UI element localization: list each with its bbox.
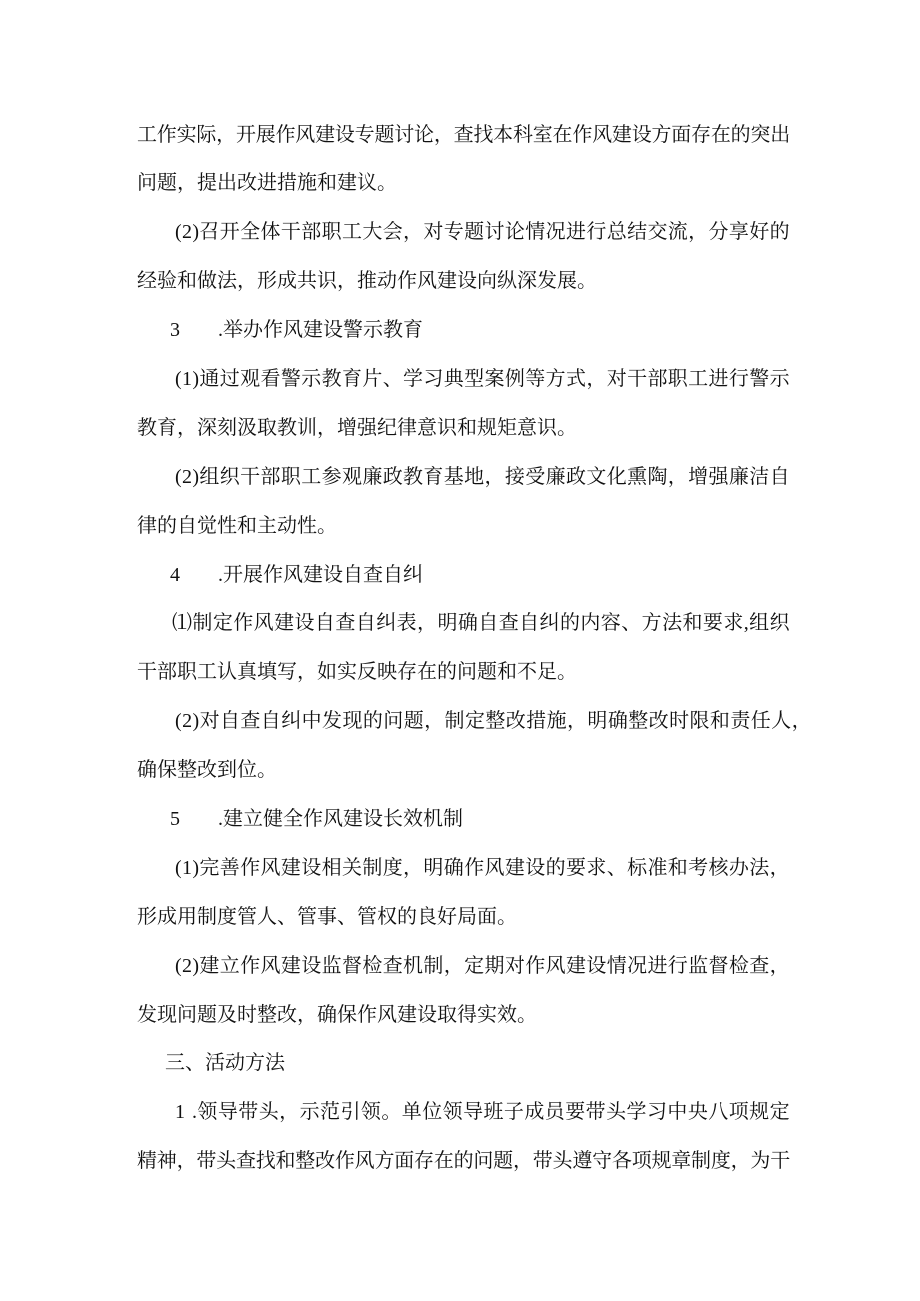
- item-heading: [0, 795, 920, 844]
- line-text: (2)建立作风建设监督检查机制，定期对作风建设情况进行监督检查，: [175, 954, 790, 977]
- line-text: (2)召开全体干部职工大会，对专题讨论情况进行总结交流，分享好的: [175, 221, 790, 244]
- section-heading-text: 三、活动方法: [165, 1052, 285, 1075]
- item-title: .举办作风建设警示教育: [218, 319, 423, 342]
- paragraph-line: [137, 111, 790, 160]
- paragraph: [0, 1088, 920, 1186]
- paragraph: [0, 697, 920, 795]
- paragraph: [0, 599, 920, 697]
- line-text: 形成用制度管人、管事、管权的良好局面。: [137, 905, 517, 928]
- paragraph-line: [175, 942, 790, 991]
- line-text: 发现问题及时整改，确保作风建设取得实效。: [137, 1003, 537, 1026]
- paragraph-line: [137, 746, 790, 795]
- line-text: (2)组织干部职工参观廉政教育基地，接受廉政文化熏陶，增强廉洁自: [175, 465, 790, 488]
- line-text: (1)完善作风建设相关制度，明确作风建设的要求、标准和考核办法，: [175, 856, 790, 879]
- item-heading: [0, 551, 920, 600]
- line-text: 经验和做法，形成共识，推动作风建设向纵深发展。: [137, 270, 597, 293]
- line-text: 工作实际，开展作风建设专题讨论，查找本科室在作风建设方面存在的突出: [137, 123, 790, 146]
- paragraph-line: [137, 159, 790, 208]
- paragraph: [0, 453, 920, 551]
- line-text: 教育，深刻汲取教训，增强纪律意识和规矩意识。: [137, 416, 577, 439]
- line-text: ⑴制定作风建设自查自纠表，明确自查自纠的内容、方法和要求,组织: [172, 612, 790, 635]
- paragraph: [0, 844, 920, 942]
- line-text: (2)对自查自纠中发现的问题，制定整改措施，明确整改时限和责任人，: [175, 710, 812, 733]
- paragraph-line: [137, 404, 790, 453]
- line-text: 精神，带头查找和整改作风方面存在的问题，带头遵守各项规章制度，为干: [137, 1150, 790, 1173]
- paragraph-line: [172, 599, 790, 648]
- paragraph-line: [175, 355, 790, 404]
- paragraph-line: [175, 844, 790, 893]
- line-text: 问题，提出改进措施和建议。: [137, 172, 397, 195]
- paragraph: [0, 111, 920, 209]
- item-number: 4: [170, 563, 180, 586]
- paragraph-line: [175, 697, 812, 746]
- paragraph: [0, 208, 920, 306]
- paragraph-line: [137, 648, 790, 697]
- paragraph-line: [175, 1088, 790, 1137]
- item-title: .建立健全作风建设长效机制: [218, 807, 463, 830]
- line-text: (1)通过观看警示教育片、学习典型案例等方式，对干部职工进行警示: [175, 367, 790, 390]
- section-heading: [165, 1039, 465, 1088]
- paragraph-line: [137, 257, 790, 306]
- item-number: 1: [175, 1101, 185, 1124]
- item-number: 3: [170, 319, 180, 342]
- line-text: 干部职工认真填写，如实反映存在的问题和不足。: [137, 661, 577, 684]
- paragraph-line: [137, 991, 790, 1040]
- item-heading: [0, 306, 920, 355]
- paragraph-line: [175, 208, 790, 257]
- line-text: 律的自觉性和主动性。: [137, 514, 337, 537]
- document-body: [0, 111, 920, 1187]
- paragraph-line: [175, 453, 790, 502]
- line-text: .领导带头，示范引领。单位领导班子成员要带头学习中央八项规定: [192, 1101, 790, 1124]
- line-text: 确保整改到位。: [137, 759, 277, 782]
- paragraph: [0, 355, 920, 453]
- item-title: .开展作风建设自查自纠: [218, 563, 423, 586]
- paragraph-line: [137, 502, 790, 551]
- paragraph-line: [137, 893, 790, 942]
- paragraph: [0, 942, 920, 1040]
- paragraph-line: [137, 1137, 790, 1186]
- item-number: 5: [170, 807, 180, 830]
